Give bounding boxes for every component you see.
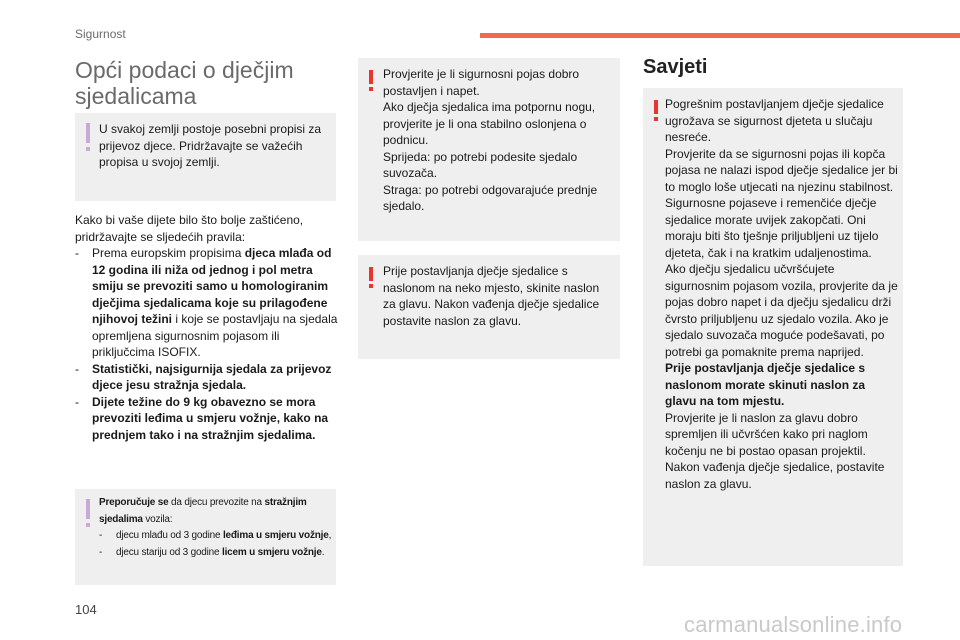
tips-heading: Savjeti xyxy=(643,56,708,78)
warning-line: Ako dječja sjedalica ima potpornu nogu, provjerite je li ona stabilno oslonjena o podnicu. xyxy=(383,100,596,147)
watermark: carmanualsonline.info xyxy=(684,612,903,637)
tip-paragraph: Provjerite je li naslon za glavu dobro spremljen ili učvršćen kako pri naglom kočenju ne bi postao opasan projektil. Nakon vađenja dječje sjedalice, postavite naslon za glavu. xyxy=(665,410,885,491)
list-item: - Prema europskim propisima djeca mlađa od 12 godina ili niža od jednog i pol metra smiju se prevoziti samo u homologiranim dječjima sjedalicama koje su prilagođene njihovoj težini i koje se postavljaju na sjedala opremljena sigurnosnim pojasom ili priključcima ISOFIX. xyxy=(75,246,338,359)
info-note-text: U svakoj zemlji postoje posebni propisi za prijevoz djece. Pridržavajte se važećih propisa u svojoj zemlji. xyxy=(99,122,322,169)
recommendation-box: Preporučuje se da djecu prevozite na stražnjim sjedalima vozila: - djecu mlađu od 3 godine leđima u smjeru vožnje, - djecu stariju od 3 godine licem u smjeru vožnje. xyxy=(75,489,336,585)
section-accent-bar xyxy=(480,33,960,38)
tips-box xyxy=(643,88,903,566)
info-icon xyxy=(86,499,90,519)
tip-paragraph: Sigurnosne pojaseve i remenčiće dječje sjedalice morate uvijek zakopčati. Oni moraju biti što tješnje priljubljeni uz tijelo djeteta, čak i na kratkim udaljenostima. xyxy=(665,196,879,260)
tip-paragraph: Pogrešnim postavljanjem dječje sjedalice ugrožava se sigurnost djeteta u slučaju nesreće. xyxy=(665,97,884,144)
page-number: 104 xyxy=(75,602,97,617)
list-item: - djecu mlađu od 3 godine leđima u smjeru vožnje, xyxy=(99,530,332,541)
warning-line: Provjerite je li sigurnosni pojas dobro postavljen i napet. xyxy=(383,67,580,98)
intro-text: Kako bi vaše dijete bilo što bolje zaštićeno, pridržavajte se sljedećih pravila: xyxy=(75,213,304,244)
tip-paragraph: Ako dječju sjedalicu učvršćujete sigurnosnim pojasom vozila, provjerite da je pojas dobro napet i da dječju sjedalicu drži čvrsto priljubljenu uz sjedalo vozila. Ako je sjedalo suvozača moguće podešavati, po potrebi ga pomaknite prema naprijed. xyxy=(665,262,898,359)
warning-icon xyxy=(369,70,373,84)
warning-text: Prije postavljanja dječje sjedalice s naslonom na neko mjesto, skinite naslon za glavu. Nakon vađenja dječje sjedalice postavite naslon za glavu. xyxy=(383,264,600,328)
list-item: - djecu stariju od 3 godine licem u smjeru vožnje. xyxy=(99,546,325,558)
rules-section xyxy=(75,212,340,443)
tip-paragraph-bold: Prije postavljanja dječje sjedalice s naslonom morate skinuti naslon za glavu na tom mjestu. xyxy=(665,361,866,408)
warning-icon xyxy=(654,100,658,114)
warning-line: Straga: po potrebi odgovarajuće prednje sjedalo. xyxy=(383,182,598,213)
list-item: - Dijete težine do 9 kg obavezno se mora prevoziti leđima u smjeru vožnje, kako na prednjem tako i na stražnjim sjedalima. xyxy=(75,394,329,442)
warning-box-headrest xyxy=(358,255,620,359)
info-icon xyxy=(86,123,90,143)
warning-line: Sprijeda: po potrebi podesite sjedalo suvozača. xyxy=(383,149,578,180)
list-item: - Statistički, najsigurnija sjedala za prijevoz djece jesu stražnja sjedala. xyxy=(75,361,332,392)
tip-paragraph: Provjerite da se sigurnosni pojas ili kopča pojasa ne nalazi ispod dječje sjedalice jer bi to moglo loše utjecati na njezinu stabilnost. xyxy=(665,146,898,194)
warning-icon xyxy=(369,267,373,281)
page-title: Opći podaci o dječjim sjedalicama xyxy=(75,57,294,109)
section-label: Sigurnost xyxy=(75,27,126,41)
info-note-box xyxy=(75,113,336,201)
warning-box-belt xyxy=(358,58,620,241)
